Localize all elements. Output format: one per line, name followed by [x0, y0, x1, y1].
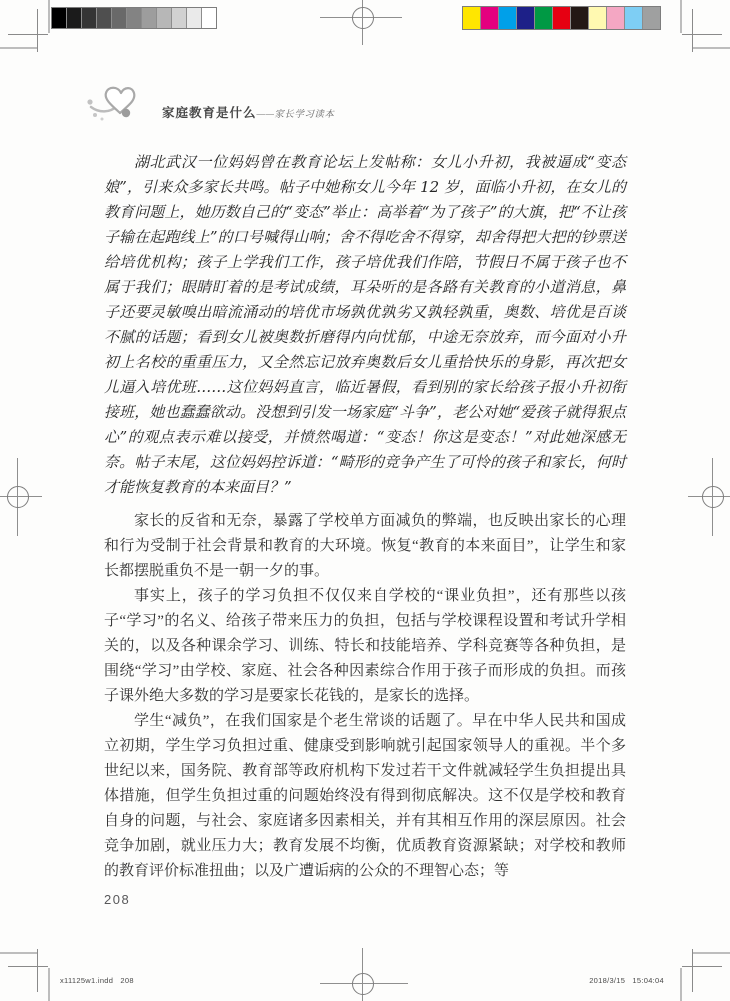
book-subtitle: ——家长学习读本	[256, 110, 335, 120]
calibration-swatch	[52, 8, 67, 28]
calibration-swatch	[172, 8, 187, 28]
imprint-filename: x11125w1.indd 208	[60, 976, 134, 985]
body-text-block	[104, 150, 626, 884]
calibration-swatch	[589, 7, 607, 29]
calibration-swatch	[463, 7, 481, 29]
paragraph-commentary-2: 事实上，孩子的学习负担不仅仅来自学校的“课业负担”，还有那些以孩子“学习”的名义、给孩子带来压力的负担，包括与学校课程设置和考试升学相关的，以及各种课余学习、训练、特长和技能培养、学科竞赛等各种负担，是围绕“学习”由学校、家庭、社会各种因素综合作用于孩子而形成的负担。而孩子课外绝大多数的学习是要家长花钱的，是家长的选择。	[104, 588, 626, 704]
calibration-swatch	[535, 7, 553, 29]
calibration-swatch	[643, 7, 660, 29]
calibration-swatch	[157, 8, 172, 28]
book-title: 家庭教育是什么	[162, 106, 257, 120]
calibration-swatch	[82, 8, 97, 28]
grayscale-calibration-bar	[51, 7, 217, 29]
calibration-swatch	[67, 8, 82, 28]
paragraph-commentary-1: 家长的反省和无奈，暴露了学校单方面减负的弊端，也反映出家长的心理和行为受制于社会背景和教育的大环境。恢复“教育的本来面目”，让学生和家长都摆脱重负不是一朝一夕的事。	[104, 513, 626, 579]
calibration-swatch	[202, 8, 216, 28]
calibration-swatch	[97, 8, 112, 28]
page-number: 208	[104, 892, 131, 907]
imprint-timestamp: 2018/3/15 15:04:04	[589, 976, 664, 985]
calibration-swatch	[127, 8, 142, 28]
calibration-swatch	[571, 7, 589, 29]
calibration-swatch	[142, 8, 157, 28]
page-header	[86, 82, 334, 129]
calibration-swatch	[481, 7, 499, 29]
paragraph-commentary-3: 学生“减负”，在我们国家是个老生常谈的话题了。早在中华人民共和国成立初期，学生学习负担过重、健康受到影响就引起国家领导人的重视。半个多世纪以来，国务院、教育部等政府机构下发过若干文件就减轻学生负担提出具体措施，但学生负担过重的问题始终没有得到彻底解决。这不仅是学校和教育自身的问题，与社会、家庭诸多因素相关，并有其相互作用的深层原因。社会竞争加剧，就业压力大；教育发展不均衡，优质教育资源紧缺；对学校和教师的教育评价标准扭曲；以及广遭诟病的公众的不理智心态；等	[104, 713, 626, 879]
calibration-swatch	[553, 7, 571, 29]
calibration-swatch	[187, 8, 202, 28]
paragraph-quote-forum-post: 湖北武汉一位妈妈曾在教育论坛上发帖称：女儿小升初，我被逼成“变态娘”，引来众多家长共鸣。帖子中她称女儿今年 12 岁，面临小升初，在女儿的教育问题上，她历数自己的“变态”举止：高举着“为了孩子”的大旗，把“不让孩子输在起跑线上”的口号喊得山响；舍不得吃舍不得穿，却舍得把大把的钞票送给培优机构；孩子上学我们工作，孩子培优我们作陪，节假日不属于孩子也不属于我们；眼睛盯着的是考试成绩，耳朵听的是各路有关教育的小道消息，鼻子还要灵敏嗅出暗流涌动的培优市场孰优孰劣又孰轻孰重，奥数、培优是百谈不腻的话题；看到女儿被奥数折磨得内向忧郁，中途无奈放弃，而今面对小升初上名校的重重压力，又全然忘记放弃奥数后女儿重拾快乐的身影，再次把女儿逼入培优班……这位妈妈直言，临近暑假，看到别的家长给孩子报小升初衔接班，她也蠢蠢欲动。没想到引发一场家庭“斗争”，老公对她“爱孩子就得狠点心”的观点表示难以接受，并愤然喝道：“变态！你这是变态！”对此她深感无奈。帖子末尾，这位妈妈控诉道：“畸形的竞争产生了可怜的孩子和家长，何时才能恢复教育的本来面目？”	[104, 153, 626, 496]
heart-swirl-logo-icon	[86, 82, 152, 129]
calibration-swatch	[625, 7, 643, 29]
calibration-swatch	[607, 7, 625, 29]
calibration-swatch	[517, 7, 535, 29]
calibration-swatch	[499, 7, 517, 29]
color-calibration-bar	[462, 6, 661, 30]
calibration-swatch	[112, 8, 127, 28]
